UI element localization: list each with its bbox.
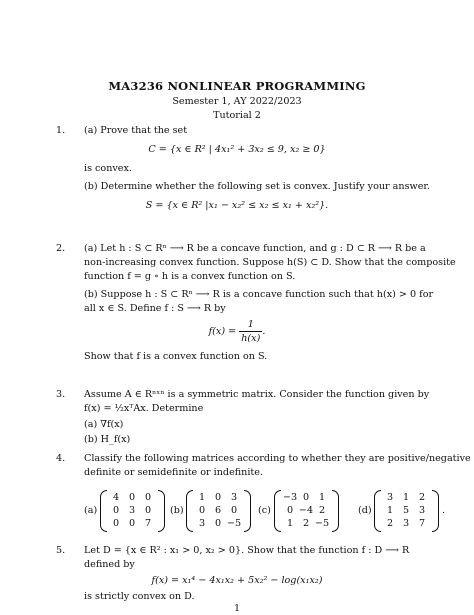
q4-number: 4. bbox=[56, 453, 66, 464]
q2b-formula bbox=[0, 318, 474, 345]
q5-number: 5. bbox=[56, 545, 66, 556]
q2-number: 2. bbox=[56, 243, 66, 254]
q3-item-a: (a) ∇f(x) bbox=[84, 419, 124, 430]
q2b-numerator: 1 bbox=[239, 318, 262, 332]
matrix-cell: 0 bbox=[112, 505, 120, 516]
q2a-line1: (a) Let h : S ⊂ Rⁿ ⟶ R be a concave function, and g : D ⊂ R ⟶ R be a bbox=[84, 243, 426, 254]
right-paren bbox=[432, 490, 439, 532]
q4-matrices bbox=[0, 490, 474, 534]
matrix-cell: 2 bbox=[302, 518, 310, 529]
matrix-cell: 3 bbox=[198, 518, 206, 529]
matrix-cell: 0 bbox=[214, 492, 222, 503]
semester-line: Semester 1, AY 2022/2023 bbox=[172, 96, 302, 107]
q2b-denominator: h(x) bbox=[241, 333, 261, 344]
course-title: MA3236 NONLINEAR PROGRAMMING bbox=[108, 79, 366, 93]
matrix-cell: 2 bbox=[318, 505, 326, 516]
matrix-cell: 0 bbox=[144, 492, 152, 503]
q4-matrix bbox=[100, 490, 162, 532]
matrix-cell: 0 bbox=[286, 505, 294, 516]
matrix-cell: 2 bbox=[386, 518, 394, 529]
page-number: 1 bbox=[233, 603, 241, 614]
matrix-cell: −4 bbox=[298, 505, 314, 516]
q4-matrix-label: (a) bbox=[84, 505, 98, 516]
matrix-cell: 7 bbox=[418, 518, 426, 529]
q3-number: 3. bbox=[56, 389, 66, 400]
right-paren bbox=[244, 490, 251, 532]
matrix-cell: 3 bbox=[230, 492, 238, 503]
q4-line2: definite or semidefinite or indefinite. bbox=[84, 467, 263, 478]
q2a-line2: non-increasing convex function. Suppose h(S) ⊂ D. Show that the composite bbox=[84, 257, 456, 268]
right-paren bbox=[332, 490, 339, 532]
left-paren bbox=[186, 490, 193, 532]
q3-line1: Assume A ∈ Rⁿˣⁿ is a symmetric matrix. Consider the function given by bbox=[84, 389, 430, 400]
matrix-cell: 3 bbox=[418, 505, 426, 516]
matrix-cell: 0 bbox=[214, 518, 222, 529]
q4-matrix bbox=[374, 490, 436, 532]
matrix-cell: 0 bbox=[230, 505, 238, 516]
matrix-cell: 0 bbox=[198, 505, 206, 516]
q2b-lhs: f(x) = bbox=[208, 326, 237, 337]
left-paren bbox=[100, 490, 107, 532]
q4-matrix-label: (d) bbox=[358, 505, 372, 516]
q2b-tail: Show that f is a convex function on S. bbox=[84, 351, 268, 362]
matrix-cell: 0 bbox=[302, 492, 310, 503]
q2b-fraction bbox=[239, 318, 262, 345]
q2a-line3: function f = g ∘ h is a convex function on S. bbox=[84, 271, 296, 282]
matrix-cell: −5 bbox=[314, 518, 330, 529]
q5-line1: Let D = {x ∈ R² : x₁ > 0, x₂ > 0}. Show that the function f : D ⟶ R bbox=[84, 545, 410, 556]
q4-matrix-label: (b) bbox=[170, 505, 184, 516]
matrix-cell: 4 bbox=[112, 492, 120, 503]
q4-matrix-label: (c) bbox=[258, 505, 271, 516]
q4-matrix bbox=[274, 490, 336, 532]
q5-line2: defined by bbox=[84, 559, 135, 570]
matrix-cell: 1 bbox=[318, 492, 326, 503]
matrix-cell: 6 bbox=[214, 505, 222, 516]
matrix-cell: 1 bbox=[386, 505, 394, 516]
q3-line2: f(x) = ½xᵀAx. Determine bbox=[84, 403, 204, 414]
tutorial-line: Tutorial 2 bbox=[213, 110, 261, 121]
matrix-cell: 0 bbox=[128, 518, 136, 529]
q4-line1: Classify the following matrices according to whether they are positive/negative bbox=[84, 453, 471, 464]
matrix-cell: 0 bbox=[128, 492, 136, 503]
q5-tail: is strictly convex on D. bbox=[84, 591, 195, 602]
matrix-cell: 0 bbox=[144, 505, 152, 516]
q1a-text: (a) Prove that the set bbox=[84, 125, 188, 136]
q2b-line1: (b) Suppose h : S ⊂ Rⁿ ⟶ R is a concave function such that h(x) > 0 for bbox=[84, 289, 434, 300]
q1a-set: C = {x ∈ R² | 4x₁² + 3x₂ ≤ 9, x₂ ≥ 0} bbox=[148, 144, 326, 155]
matrix-cell: 3 bbox=[402, 518, 410, 529]
matrix-cell: 1 bbox=[198, 492, 206, 503]
q1-number: 1. bbox=[56, 125, 66, 136]
matrix-cell: 1 bbox=[402, 492, 410, 503]
q1b-text: (b) Determine whether the following set is convex. Justify your answer. bbox=[84, 181, 430, 192]
q2b-period: . bbox=[262, 326, 266, 337]
q5-formula: f(x) = x₁⁴ − 4x₁x₂ + 5x₂² − log(x₁x₂) bbox=[151, 575, 323, 586]
q2b-line2: all x ∈ S. Define f : S ⟶ R by bbox=[84, 303, 226, 314]
q4-matrix bbox=[186, 490, 248, 532]
left-paren bbox=[374, 490, 381, 532]
matrix-cell: −3 bbox=[282, 492, 298, 503]
q1b-set: S = {x ∈ R² |x₁ − x₂² ≤ x₂ ≤ x₁ + x₂²}. bbox=[145, 200, 329, 211]
matrix-cell: 3 bbox=[386, 492, 394, 503]
q3-item-b: (b) H_f(x) bbox=[84, 434, 131, 445]
right-paren bbox=[158, 490, 165, 532]
q1a-tail: is convex. bbox=[84, 163, 132, 174]
matrix-cell: 3 bbox=[128, 505, 136, 516]
matrix-cell: −5 bbox=[226, 518, 242, 529]
matrix-cell: 7 bbox=[144, 518, 152, 529]
matrix-cell: 2 bbox=[418, 492, 426, 503]
matrix-cell: 0 bbox=[112, 518, 120, 529]
q4-end-period: . bbox=[442, 505, 446, 516]
matrix-cell: 5 bbox=[402, 505, 410, 516]
matrix-cell: 1 bbox=[286, 518, 294, 529]
left-paren bbox=[274, 490, 281, 532]
